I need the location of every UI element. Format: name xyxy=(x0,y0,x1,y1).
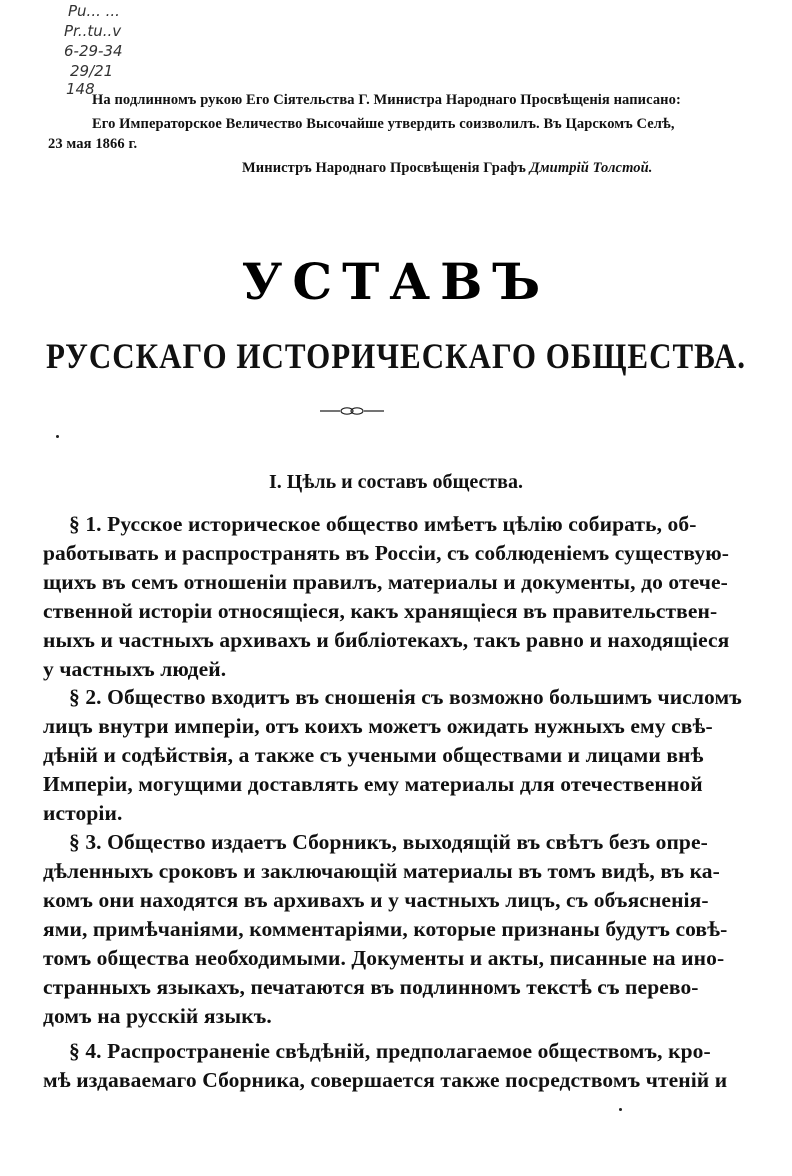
page-title: УСТАВЪ xyxy=(241,252,551,311)
handwritten-note-2: Pr..tu..v xyxy=(64,22,122,40)
handwritten-note-5: 148 xyxy=(66,80,95,98)
text-line: исторіи. xyxy=(43,801,123,825)
text-line: § 1. Русское историческое общество имѣетъ цѣлію собирать, об- xyxy=(69,512,697,536)
handwritten-note-4: 29/21 xyxy=(70,62,114,80)
signature-prefix: Министръ Народнаго Просвѣщенія Графъ xyxy=(242,160,526,176)
ornament-divider xyxy=(318,402,386,420)
text-line: мѣ издаваемаго Сборника, совершается также посредствомъ чтеній и xyxy=(43,1068,728,1092)
section-heading: I. Цѣль и составъ общества. xyxy=(269,471,523,493)
signature-name: Дмитрій Толстой. xyxy=(529,160,653,176)
paragraph-2 xyxy=(43,683,742,828)
header-line-2: Его Императорское Величество Высочайше утвердить соизволилъ. Въ Царскомъ Селѣ, xyxy=(92,116,675,132)
paragraph-3 xyxy=(43,828,728,1031)
header-line-3: 23 мая 1866 г. xyxy=(48,136,138,152)
text-line: лицъ внутри имперіи, отъ коихъ можетъ ожидать нужныхъ ему свѣ- xyxy=(43,714,713,738)
text-line: домъ на русскій языкъ. xyxy=(43,1004,272,1028)
signature-line xyxy=(242,160,653,177)
text-line: дѣленныхъ сроковъ и заключающій материалы въ томъ видѣ, въ ка- xyxy=(43,859,720,883)
header-line-1: На подлинномъ рукою Его Сіятельства Г. Министра Народнаго Просвѣщенія написано: xyxy=(92,92,681,108)
handwritten-note-1: Pu... ... xyxy=(68,2,120,20)
text-line: щихъ въ семъ отношеніи правилъ, материалы и документы, до отече- xyxy=(43,570,728,594)
text-line: дѣній и содѣйствія, а также съ учеными обществами и лицами внѣ xyxy=(43,743,704,767)
text-line: ственной исторіи относящіеся, какъ хранящіеся въ правительствен- xyxy=(43,599,718,623)
text-line: Имперіи, могущими доставлять ему материалы для отечественной xyxy=(43,772,703,796)
page-subtitle: РУССКАГО ИСТОРИЧЕСКАГО ОБЩЕСТВА. xyxy=(45,336,747,377)
text-line: у частныхъ людей. xyxy=(43,657,227,681)
text-line: странныхъ языкахъ, печатаются въ подлинномъ текстѣ съ перево- xyxy=(43,975,699,999)
speck xyxy=(619,1108,622,1111)
text-line: томъ общества необходимыми. Документы и акты, писанные на ино- xyxy=(43,946,725,970)
text-line: ями, примѣчаніями, комментаріями, которые признаны будутъ совѣ- xyxy=(43,917,728,941)
handwritten-note-3: 6-29-34 xyxy=(64,42,123,60)
text-line: § 4. Распространеніе свѣдѣній, предполагаемое обществомъ, кро- xyxy=(69,1039,711,1063)
speck xyxy=(56,435,59,438)
text-line: работывать и распространять въ Россіи, съ соблюденіемъ существую- xyxy=(43,541,730,565)
text-line: § 2. Общество входитъ въ сношенія съ возможно большимъ числомъ xyxy=(69,685,742,709)
paragraph-4 xyxy=(43,1037,728,1095)
text-line: ныхъ и частныхъ архивахъ и библіотекахъ, такъ равно и находящіеся xyxy=(43,628,730,652)
text-line: § 3. Общество издаетъ Сборникъ, выходящій въ свѣтъ безъ опре- xyxy=(69,830,708,854)
paragraph-1 xyxy=(43,510,730,684)
text-line: комъ они находятся въ архивахъ и у частныхъ лицъ, съ объясненія- xyxy=(43,888,709,912)
